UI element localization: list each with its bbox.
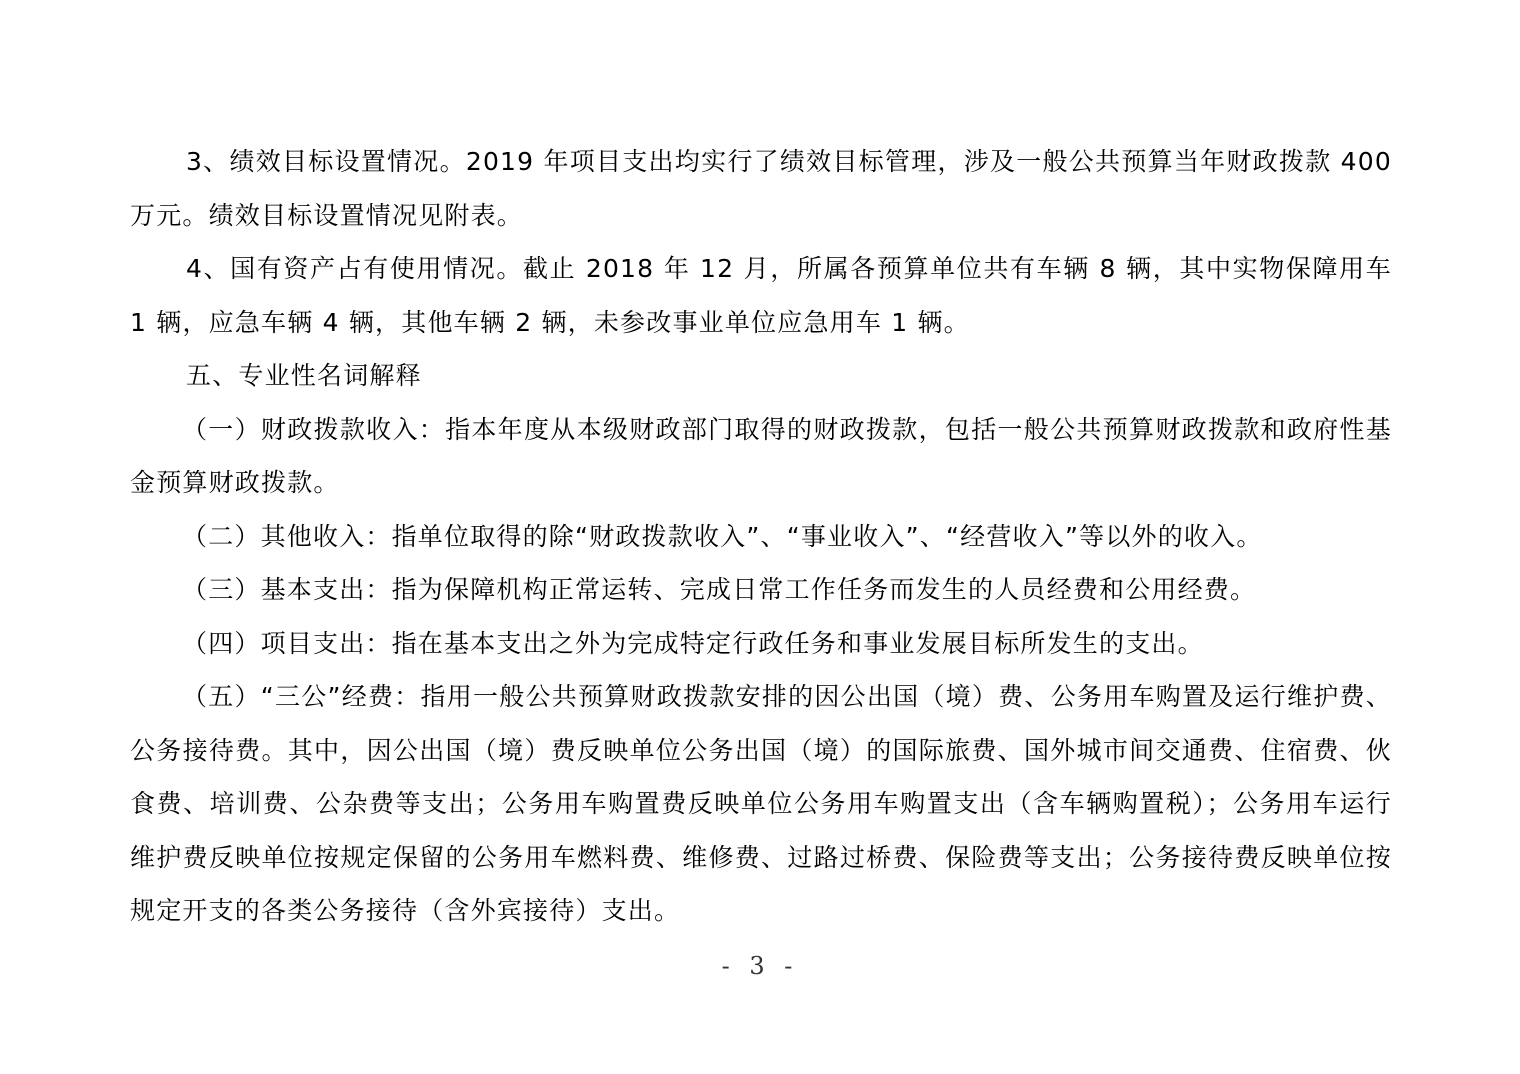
- definition-project-expenditure: （四）项目支出：指在基本支出之外为完成特定行政任务和事业发展目标所发生的支出。: [182, 628, 1204, 658]
- document-body: [130, 135, 1392, 938]
- definition-other-income: （二）其他收入：指单位取得的除“财政拨款收入”、“事业收入”、“经营收入”等以外的收入。: [182, 521, 1263, 551]
- paragraph-performance-targets: 3、绩效目标设置情况。2019 年项目支出均实行了绩效目标管理，涉及一般公共预算当年财政拨款 400 万元。绩效目标设置情况见附表。: [130, 147, 1392, 230]
- section-heading: 五、专业性名词解释: [186, 361, 422, 390]
- definition-basic-expenditure: （三）基本支出：指为保障机构正常运转、完成日常工作任务而发生的人员经费和公用经费。: [182, 575, 1257, 604]
- paragraph-state-assets: 4、国有资产占有使用情况。截止 2018 年 12 月，所属各预算单位共有车辆 8 辆，其中实物保障用车 1 辆，应急车辆 4 辆，其他车辆 2 辆，未参改事业单位应急用车 1 辆。: [130, 254, 1392, 337]
- definition-fiscal-allocation-income: （一）财政拨款收入：指本年度从本级财政部门取得的财政拨款，包括一般公共预算财政拨款和政府性基金预算财政拨款。: [130, 414, 1392, 497]
- definition-three-public-expenses: （五）“三公”经费：指用一般公共预算财政拨款安排的因公出国（境）费、公务用车购置及运行维护费、公务接待费。其中，因公出国（境）费反映单位公务出国（境）的国际旅费、国外城市间交通费、住宿费、伙食费、培训费、公杂费等支出；公务用车购置费反映单位公务用车购置支出（含车辆购置税）；公务用车运行维护费反映单位按规定保留的公务用车燃料费、维修费、过路过桥费、保险费等支出；公务接待费反映单位按规定开支的各类公务接待（含外宾接待）支出。: [130, 682, 1392, 925]
- page-number: - 3 -: [721, 952, 799, 980]
